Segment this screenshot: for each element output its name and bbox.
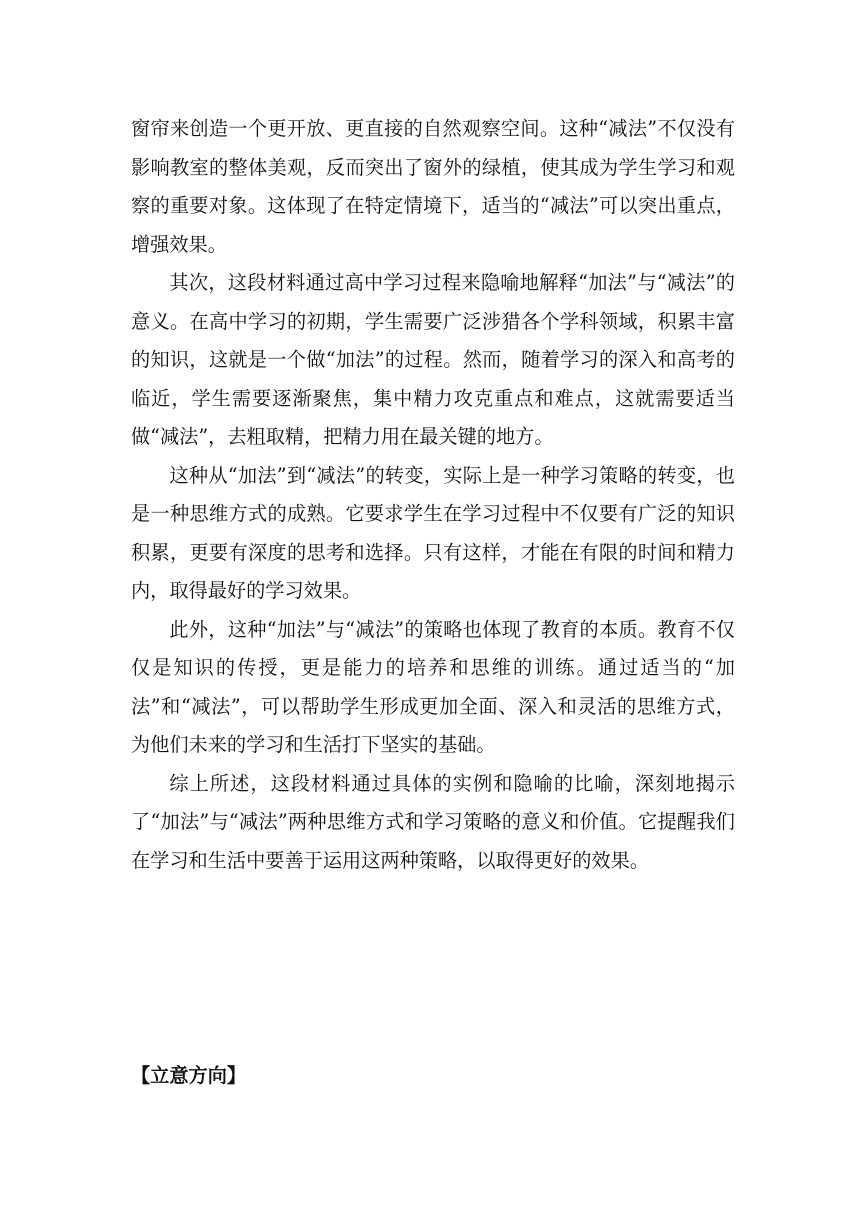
paragraph: 这种从“加法”到“减法”的转变，实际上是一种学习策略的转变，也是一种思维方式的成熟。它要求学生在学习过程中不仅要有广泛的知识积累，更要有深度的思考和选择。只有这样，才能在有限的时间和精力内，取得最好的学习效果。 — [131, 463, 735, 602]
paragraph: 此外，这种“加法”与“减法”的策略也体现了教育的本质。教育不仅仅是知识的传授，更是能力的培养和思维的训练。通过适当的“加法”和“减法”，可以帮助学生形成更加全面、深入和灵活的思维方式，为他们未来的学习和生活打下坚实的基础。 — [131, 617, 735, 756]
paragraph: 综上所述，这段材料通过具体的实例和隐喻的比喻，深刻地揭示了“加法”与“减法”两种思维方式和学习策略的意义和价值。它提醒我们在学习和生活中要善于运用这两种策略，以取得更好的效果。 — [131, 771, 735, 872]
paragraph-continued: 窗帘来创造一个更开放、更直接的自然观察空间。这种“减法”不仅没有影响教室的整体美观，反而突出了窗外的绿植，使其成为学生学习和观察的重要对象。这体现了在特定情境下，适当的“减法”可以突出重点，增强效果。 — [131, 117, 735, 256]
body-text — [131, 110, 735, 880]
section-heading: 【立意方向】 — [131, 1064, 247, 1087]
paragraph: 其次，这段材料通过高中学习过程来隐喻地解释“加法”与“减法”的意义。在高中学习的初期，学生需要广泛涉猎各个学科领域，积累丰富的知识，这就是一个做“加法”的过程。然而，随着学习的深入和高考的临近，学生需要逐渐聚焦，集中精力攻克重点和难点，这就需要适当做“减法”，去粗取精，把精力用在最关键的地方。 — [131, 271, 735, 448]
